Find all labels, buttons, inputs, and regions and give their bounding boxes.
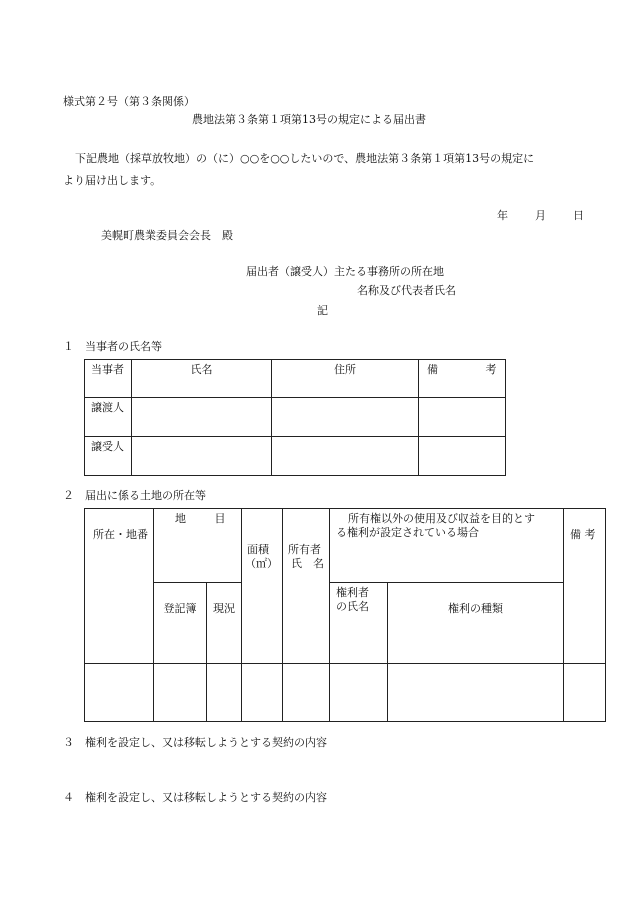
form-number: 様式第２号（第３条関係）	[63, 95, 195, 108]
table-row	[85, 664, 606, 722]
header-remarks-b: 考	[485, 363, 497, 376]
header-name: 氏名	[132, 360, 272, 398]
header-chimoku	[154, 509, 242, 583]
header-registry: 登記簿	[154, 583, 207, 664]
header-holder-b: の氏名	[336, 600, 369, 613]
land-area-cell[interactable]	[242, 664, 283, 722]
header-remarks	[419, 360, 506, 398]
form-title: 農地法第３条第１項第13号の規定による届出書	[192, 113, 426, 126]
header-rights-a: 所有権以外の使用及び収益を目的とす	[348, 512, 535, 525]
header-rights-b: る権利が設定されている場合	[336, 526, 479, 539]
date-month: 月	[535, 209, 546, 222]
header-holder-a: 権利者	[336, 586, 369, 599]
transferor-name-cell[interactable]	[132, 398, 272, 437]
row-label-transferor: 譲渡人	[85, 398, 132, 437]
section2-heading: ２ 届出に係る土地の所在等	[63, 489, 206, 502]
header-location: 所在・地番	[85, 509, 154, 664]
land-registry-cell[interactable]	[154, 664, 207, 722]
transferee-address-cell[interactable]	[272, 437, 419, 476]
transferor-remarks-cell[interactable]	[419, 398, 506, 437]
header-chimoku-a: 地	[175, 512, 186, 525]
header-remarks-2: 備 考	[564, 509, 606, 664]
header-remarks-a: 備	[427, 363, 438, 376]
header-address: 住所	[272, 360, 419, 398]
transferee-remarks-cell[interactable]	[419, 437, 506, 476]
section4-heading: ４ 権利を設定し、又は移転しようとする契約の内容	[63, 791, 327, 804]
transferee-name-cell[interactable]	[132, 437, 272, 476]
date-day: 日	[573, 209, 584, 222]
parties-table	[84, 359, 506, 476]
header-area-a: 面積	[247, 543, 269, 556]
applicant-line-1: 届出者（譲受人）主たる事務所の所在地	[246, 265, 444, 278]
header-rights	[330, 509, 564, 583]
header-chimoku-b: 目	[214, 512, 226, 525]
header-area-b: （㎡）	[245, 557, 278, 570]
land-table	[84, 508, 606, 722]
row-label-transferee: 譲受人	[85, 437, 132, 476]
parties-header-row	[85, 360, 506, 398]
land-remarks-cell[interactable]	[564, 664, 606, 722]
header-owner-b: 氏 名	[291, 557, 324, 570]
land-current-cell[interactable]	[207, 664, 242, 722]
addressee: 美幌町農業委員会会長 殿	[101, 229, 233, 242]
section1-heading: １ 当事者の氏名等	[63, 340, 162, 353]
land-holder-cell[interactable]	[330, 664, 388, 722]
header-owner-a: 所有者	[288, 543, 321, 556]
table-row	[85, 437, 506, 476]
intro-line-1: 下記農地（採草放牧地）の（に）○○を○○したいので、農地法第３条第１項第13号の規定に	[75, 152, 535, 165]
table-row	[85, 398, 506, 437]
header-right-type: 権利の種類	[388, 583, 564, 664]
header-holder	[330, 583, 388, 664]
land-owner-cell[interactable]	[283, 664, 330, 722]
header-owner	[283, 509, 330, 664]
applicant-line-2: 名称及び代表者氏名	[357, 284, 456, 297]
date-year: 年	[497, 209, 508, 222]
land-right-type-cell[interactable]	[388, 664, 564, 722]
land-location-cell[interactable]	[85, 664, 154, 722]
intro-line-2: より届け出します。	[63, 174, 162, 187]
header-area	[242, 509, 283, 664]
header-party: 当事者	[85, 360, 132, 398]
ki-mark: 記	[317, 304, 328, 317]
header-current: 現況	[207, 583, 242, 664]
section3-heading: ３ 権利を設定し、又は移転しようとする契約の内容	[63, 736, 327, 749]
transferor-address-cell[interactable]	[272, 398, 419, 437]
